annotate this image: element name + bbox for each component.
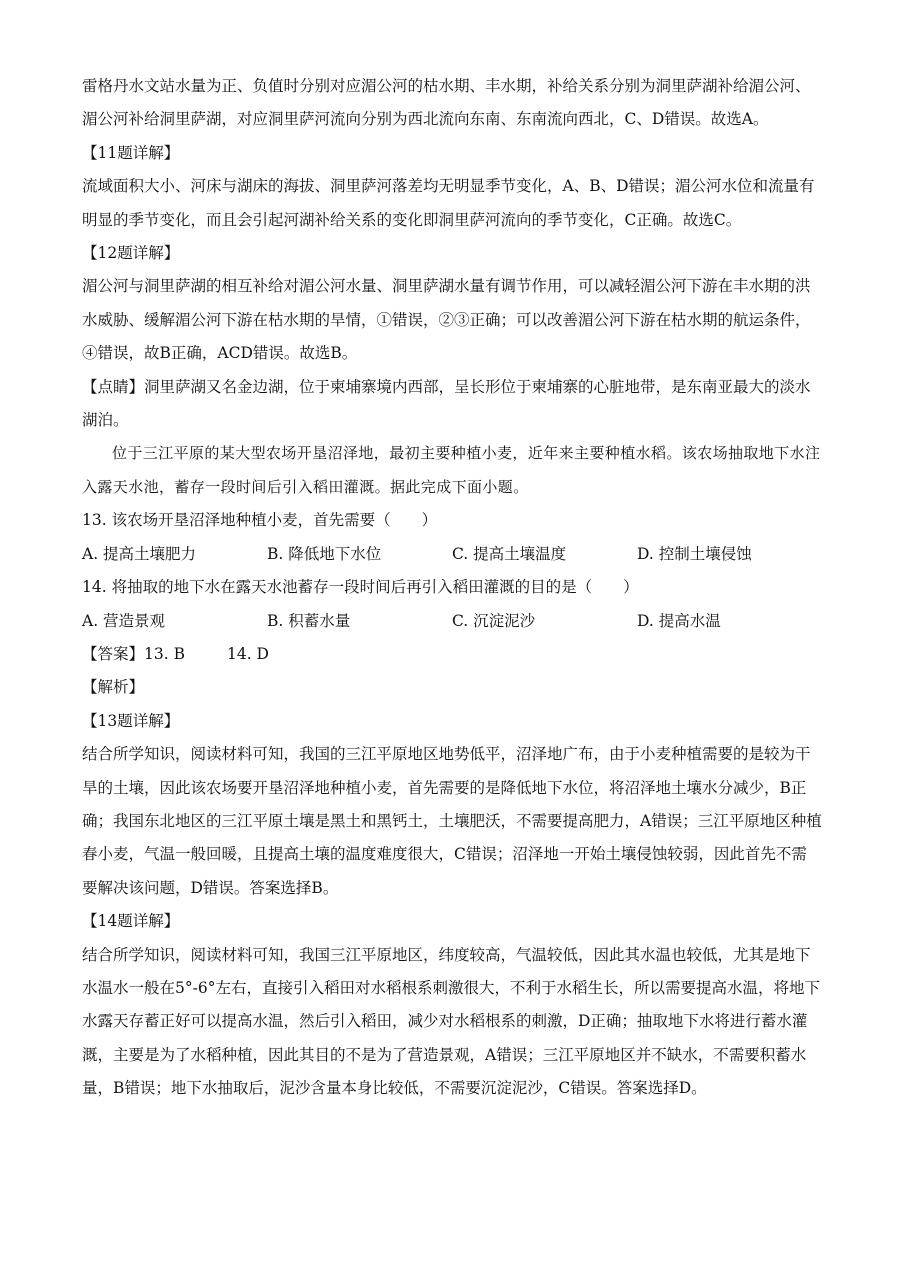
paragraph-q14-explanation: 结合所学知识，阅读材料可知，我国三江平原地区，纬度较高，气温较低，因此其水温也较低，尤其是地下水温水一般在5°-6°左右，直接引入稻田对水稻根系刺激很大，不利于水稻生长，所以需要提高水温，将地下水露天存蓄正好可以提高水温，然后引入稻田，减少对水稻根系的刺激，D正确；抽取地下水将进行蓄水灌溉，主要是为了水稻种植，因此其目的不是为了营造景观，A错误；三江平原地区并不缺水，不需要积蓄水量，B错误；地下水抽取后，泥沙含量本身比较低，不需要沉淀泥沙，C错误。答案选择D。 [82, 945, 820, 1098]
question-13: 13. 该农场开垦沼泽地种植小麦，首先需要（ ） [82, 511, 438, 530]
answer-row [82, 638, 822, 671]
paragraph-q12-explanation: 湄公河与洞里萨湖的相互补给对湄公河水量、洞里萨湖水量有调节作用，可以减轻湄公河下游在丰水期的洪水威胁、缓解湄公河下游在枯水期的旱情，①错误，②③正确；可以改善湄公河下游在枯水期的航运条件，④错误，故B正确，ACD错误。故选B。 [82, 277, 811, 363]
question-14: 14. 将抽取的地下水在露天水池蓄存一段时间后再引入稻田灌溉的目的是（ ） [82, 578, 639, 597]
question-14-options [82, 605, 822, 638]
material-paragraph: 位于三江平原的某大型农场开垦沼泽地，最初主要种植小麦，近年来主要种植水稻。该农场抽取地下水注入露天水池，蓄存一段时间后引入稻田灌溉。据此完成下面小题。 [82, 444, 821, 496]
option-a: A. 提高土壤肥力 [82, 544, 197, 563]
paragraph-10-explanation-end: 雷格丹水文站水量为正、负值时分别对应湄公河的枯水期、丰水期，补给关系分别为洞里萨湖补给湄公河、湄公河补给洞里萨湖，对应洞里萨河流向分别为西北流向东南、东南流向西北，C、D错误。故选A。 [82, 77, 811, 129]
heading-q14-detail: 【14题详解】 [82, 912, 180, 931]
paragraph-q11-explanation: 流域面积大小、河床与湖床的海拔、洞里萨河落差均无明显季节变化，A、B、D错误；湄公河水位和流量有明显的季节变化，而且会引起河湖补给关系的变化即洞里萨河流向的季节变化，C正确。故选C。 [82, 177, 815, 229]
tip-paragraph: 【点睛】洞里萨湖又名金边湖，位于柬埔寨境内西部，呈长形位于柬埔寨的心脏地带，是东南亚最大的淡水湖泊。 [82, 377, 811, 430]
option-d: D. 控制土壤侵蚀 [637, 544, 752, 563]
heading-q12-detail: 【12题详解】 [82, 244, 180, 263]
option-d: D. 提高水温 [637, 611, 721, 630]
question-13-options [82, 538, 822, 571]
heading-q13-detail: 【13题详解】 [82, 711, 180, 730]
answer-14: 14. D [226, 644, 269, 663]
heading-q11-detail: 【11题详解】 [82, 143, 180, 162]
paragraph-q13-explanation: 结合所学知识，阅读材料可知，我国的三江平原地区地势低平，沼泽地广布，由于小麦种植需要的是较为干旱的土壤，因此该农场要开垦沼泽地种植小麦，首先需要的是降低地下水位，将沼泽地土壤水分减少，B正确；我国东北地区的三江平原土壤是黑土和黑钙土，土壤肥沃，不需要提高肥力，A错误；三江平原地区种植春小麦，气温一般回暖，且提高土壤的温度难度很大，C错误；沼泽地一开始土壤侵蚀较弱，因此首先不需要解决该问题，D错误。答案选择B。 [82, 745, 822, 897]
analysis-heading: 【解析】 [82, 678, 145, 697]
option-c: C. 提高土壤温度 [452, 544, 567, 563]
option-b: B. 降低地下水位 [267, 544, 382, 563]
option-c: C. 沉淀泥沙 [452, 611, 536, 630]
option-b: B. 积蓄水量 [267, 611, 351, 630]
answer-13: 【答案】13. B [82, 644, 185, 663]
option-a: A. 营造景观 [82, 611, 166, 630]
